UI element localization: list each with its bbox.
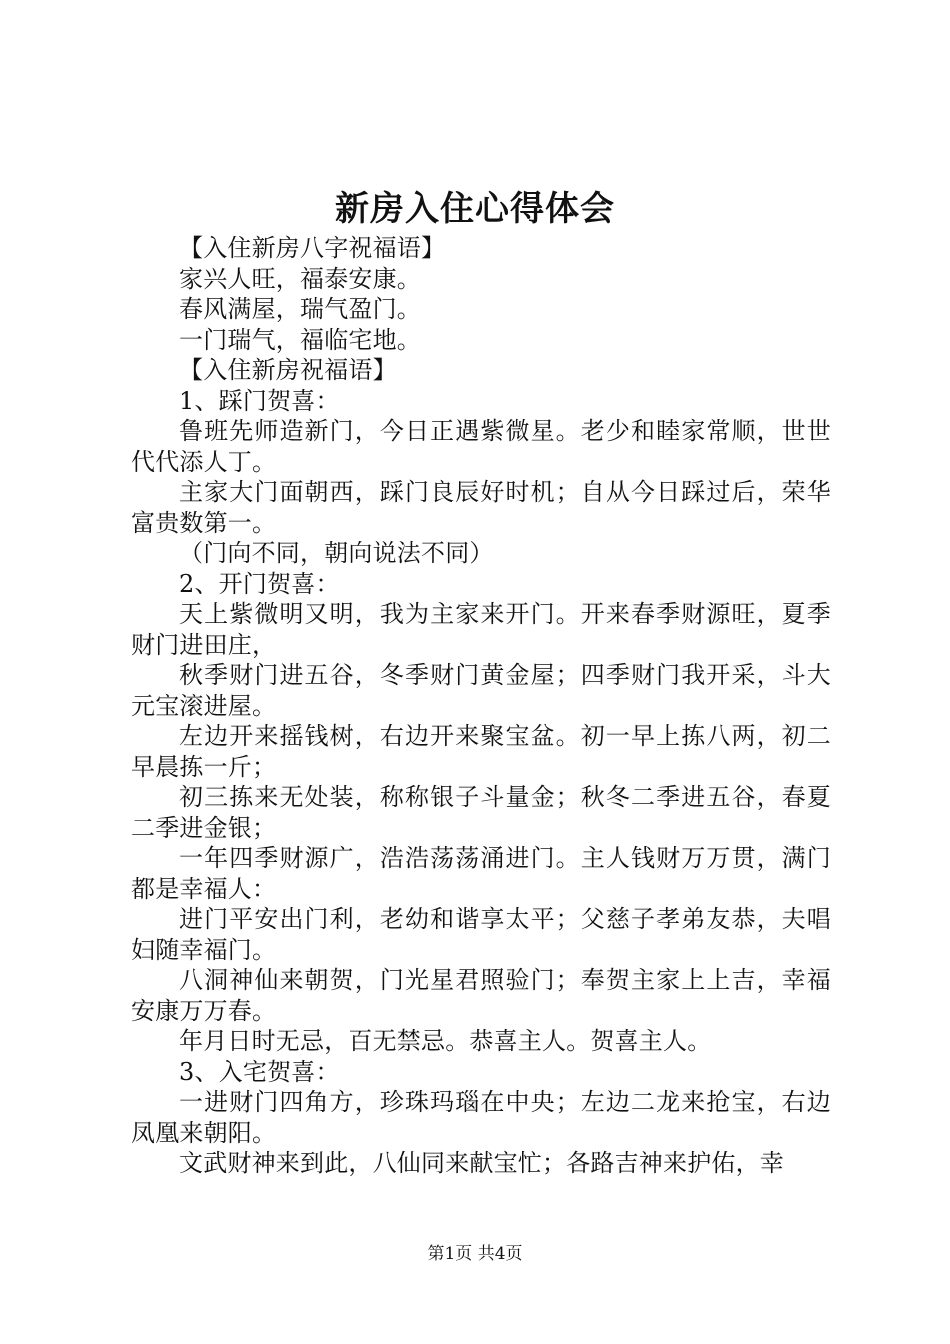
paragraph: 一门瑞气，福临宅地。 bbox=[179, 325, 421, 354]
paragraph: 年月日时无忌，百无禁忌。恭喜主人。贺喜主人。 bbox=[179, 1027, 712, 1055]
paragraph: 家兴人旺，福泰安康。 bbox=[179, 264, 421, 293]
paragraph-heading-eight-char-blessings: 【入住新房八字祝福语】 bbox=[179, 234, 446, 262]
paragraph-note: （门向不同，朝向说法不同） bbox=[179, 539, 494, 567]
paragraph: 天上紫微明又明，我为主家来开门。开来春季财源旺，夏季财门进田庄， bbox=[131, 600, 831, 659]
document-title: 新房入住心得体会 bbox=[335, 189, 615, 229]
section-heading-open-door: 2、开门贺喜： bbox=[179, 569, 340, 598]
paragraph: 鲁班先师造新门，今日正遇紫微星。老少和睦家常顺，世世代代添人丁。 bbox=[131, 417, 831, 476]
paragraph: 主家大门面朝西，踩门良辰好时机；自从今日踩过后，荣华富贵数第一。 bbox=[131, 478, 831, 537]
section-heading-enter-house: 3、入宅贺喜： bbox=[179, 1057, 340, 1086]
paragraph: 八洞神仙来朝贺，门光星君照验门；奉贺主家上上吉，幸福安康万万春。 bbox=[131, 966, 831, 1025]
paragraph: 一年四季财源广，浩浩荡荡涌进门。主人钱财万万贯，满门都是幸福人： bbox=[131, 844, 831, 903]
paragraph: 初三拣来无处装，称称银子斗量金；秋冬二季进五谷，春夏二季进金银； bbox=[131, 783, 831, 842]
paragraph: 春风满屋，瑞气盈门。 bbox=[179, 295, 421, 323]
paragraph: 进门平安出门利，老幼和谐享太平；父慈子孝弟友恭，夫唱妇随幸福门。 bbox=[131, 905, 831, 964]
section-heading-step-door: 1、踩门贺喜： bbox=[179, 386, 340, 415]
paragraph: 秋季财门进五谷，冬季财门黄金屋；四季财门我开采，斗大元宝滚进屋。 bbox=[131, 661, 831, 720]
page-indicator: 第1页 共4页 bbox=[427, 1244, 523, 1264]
document-body bbox=[131, 233, 831, 1179]
paragraph: 一进财门四角方，珍珠玛瑙在中央；左边二龙来抢宝，右边凤凰来朝阳。 bbox=[131, 1088, 831, 1147]
paragraph-heading-blessings: 【入住新房祝福语】 bbox=[179, 356, 397, 384]
paragraph: 文武财神来到此，八仙同来献宝忙；各路吉神来护佑，幸 bbox=[179, 1149, 784, 1177]
paragraph: 左边开来摇钱树，右边开来聚宝盆。初一早上拣八两，初二早晨拣一斤； bbox=[131, 722, 831, 781]
